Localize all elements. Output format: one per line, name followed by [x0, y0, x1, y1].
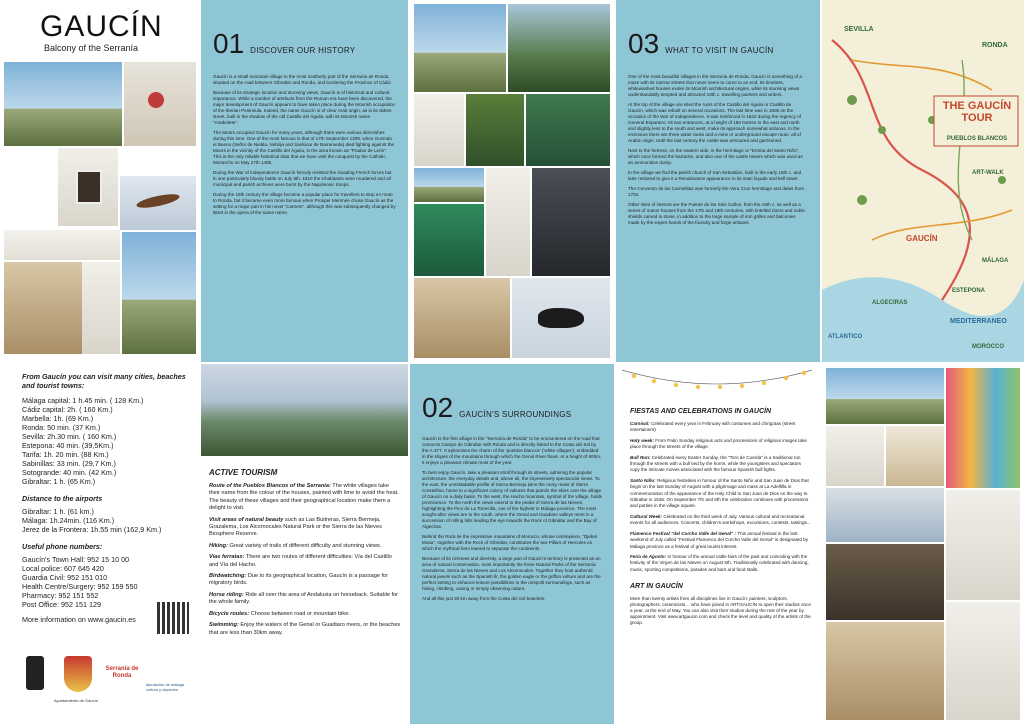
visit-paragraph: In the village we find the parish church of San Sebastián, built in the early 16th c. and later restored to give it a Renaissance appearance in its main façade and bell tower.: [628, 170, 802, 181]
photo-castle-view: [414, 4, 506, 92]
tourism-item-text: Enjoy the waters of the Genal or Guadiaro rivers, or the beaches that are less than 30km away.: [209, 622, 401, 636]
distance-item: Sotogrande: 40 min. (42 Km.): [22, 468, 117, 477]
photo-flowered-street: [946, 490, 1020, 600]
history-paragraph: During the War of Independence Gaucín fiercely resisted the invading French forces but in one particularly bloody battle on July 8th, 1810 the inhabitants were murdered and all municipal and parish archives were burnt by the Napoleonic troops.: [213, 170, 392, 187]
photo-village-mountain: [4, 62, 122, 146]
phone-item: Post Office: 952 151 129: [22, 600, 101, 609]
tourism-item-title: Route of the Pueblos Blancos of the Serranía:: [209, 483, 331, 489]
visit-paragraph: At the top of the village are sited the ruins of the Castillo del Águila or Castillo de Gaucín, which was rebuilt on several occasions. The last time was in 1808 on the occasion of the War of Independence. It was reinforced in 1842 during the regency of General Espartero. Its two entrances, at a height of 150 metres to the east and north and slightly less to the south and west, make its approach somewhat arduous. In the enclosure there are three water tanks and a mine or underground escape route, all of Arabic origin. Until the last century the castle was armoured and garrisoned.: [628, 102, 801, 143]
phone-item: Pharmacy: 952 151 552: [22, 591, 99, 600]
map-place-atlantico: ATLANTICO: [828, 334, 863, 340]
photo-white-window: [58, 148, 118, 226]
distance-item: Cádiz capital: 2h. ( 160 Km.): [22, 405, 113, 414]
tourism-item-text: Due to its geographical location, Gaucín is a passage for migratory birds.: [209, 573, 389, 587]
fiesta-item-text: Celebrated on the third week of July. Various cultural and recreational events for all audiences. Concerts, children's workshops, excursions, contests, tastings...: [630, 513, 811, 526]
photo-bell-tower: [414, 94, 464, 166]
fiesta-item: [630, 455, 812, 474]
surroundings-paragraph: Because of its richness and diversity, a large part of Gaucín's territory is protected as an area of natural conservation, most importantly the three Natural Parks of the Serranía: Grazalema, Sierra de las Nieves and Los Alcornocales. Together they host authentic natural jewels such as the Spanish fir, the golden eagle or the griffon vulture and are the perfect setting to enhance leisure possibilities in the unspoilt surroundings, such as hiking, climbing, caving or simply observing nature.: [422, 556, 601, 591]
surroundings-paragraph: To best enjoy Gaucín, take a pleasant stroll through its streets, admiring the popular architecture, the everyday details and, above all, the impressively spectacular views. To the east, the unmistakable profile of Sierra Bermeja joins the rocky mass of Sierra Crestellina, home to a significant colony of vultures that patrols the skies over the village of Gaucín on a daily basis. To the west, the Hacho mountain, symbol of the village, holds prominence. To the north the views extend to the peaks of Sierra de las Nieves, highlighting the Pico de La Torrecilla, one of the highest in Málaga province. The most sought-after views are to the south, where the Genal and Guadiaro valleys meet in a succession of rolling hills leading the eye towards the Rock of Gibraltar and the Bay of Algeciras.: [422, 470, 602, 529]
map-place-gaucin: GAUCÍN: [906, 234, 938, 243]
qr-code: [157, 602, 189, 634]
cover-subtitle: Balcony of the Serranía: [44, 43, 139, 53]
logo-caption-ayuntamiento: Ayuntamiento de Gaucín: [54, 698, 98, 703]
visit-paragraph: The Convento de las Carmelitas was formerly the Vera Cruz hermitage and dates from 1704.: [628, 186, 804, 197]
active-tourism-panel: [201, 364, 408, 724]
fiestas-heading: FIESTAS AND CELEBRATIONS IN GAUCÍN: [630, 408, 772, 415]
visit-panel: [616, 0, 820, 362]
airport-item: Jerez de la Frontera: 1h.55 min (162,9 Km.): [22, 525, 162, 534]
photo-white-street: [826, 426, 884, 486]
fiesta-item: [630, 554, 812, 573]
fiesta-item-title: Holy week:: [630, 437, 654, 443]
tourism-item-text: Ride all over this area of Andalusia on horseback. Suitable for the whole family.: [209, 591, 399, 606]
string-lights-decoration: [622, 364, 812, 396]
tourism-item: [209, 592, 401, 607]
map-illustration: [822, 0, 1024, 362]
photo-flower-balcony: [826, 488, 944, 542]
photo-green-door: [526, 94, 610, 166]
tourism-item: [209, 554, 401, 569]
photo-umbrella-street: [946, 368, 1020, 488]
art-text: More than twenty artists from all disciplines live in Gaucín: painters, sculptors, photographers, ceramicists… who have joined in ARTGAUCÍN to open their studios once a year, at the end of May. You can also visit their studios during the rest of the year by appointment. Visit www.artgaucin.com and check the level and quality of the artists of the group.: [630, 596, 811, 626]
map-tour-subtitle: PUEBLOS BLANCOS: [946, 136, 1008, 142]
photo-valley-panorama: [201, 364, 408, 456]
tourism-item-text: There are two routes of different difficulties: Vía del Castillo and Vía del Hacho.: [209, 554, 392, 568]
fiesta-item-text: Celebrated every year in February with costumes and chirigotas (street entertainers): [630, 421, 796, 433]
cover-title: GAUCÍN: [40, 10, 163, 43]
history-paragraph: During the 19th century the village became a popular place for travellers to stop en route to Ronda, but it became even more famous when Prosper Merimée chose Gaucín as the setting for a major part in his novel "Carmen", although this was subsequently changed by Bizet in the opera of the same name.: [213, 192, 396, 215]
phone-item: Gaucín's Town Hall: 952 15 10 00: [22, 555, 130, 564]
tourism-heading: ACTIVE TOURISM: [209, 468, 278, 477]
photo-village-hillside: [826, 368, 944, 424]
photo-donkey: [532, 168, 610, 276]
airports-list: [22, 507, 200, 534]
photo-horse-street: [82, 262, 120, 354]
logo-serrania: Serranía de Ronda: [105, 666, 139, 679]
fiesta-item-title: Carnival:: [630, 421, 650, 426]
tourism-item-title: Horse riding:: [209, 591, 244, 598]
airport-item: Gibraltar: 1 h. (61 km.): [22, 507, 94, 516]
photo-flower-pots-wall: [4, 230, 120, 260]
tourism-item-text: Great variety of trails of different difficulty and stunning views.: [229, 542, 382, 549]
fiesta-item-title: Cultural Week:: [630, 513, 663, 519]
phones-heading: Useful phone numbers:: [22, 542, 103, 551]
cover-panel: [0, 0, 200, 362]
logo-ayuntamiento: [26, 656, 44, 690]
tourism-item-text: The white villages take their name from the colour of the houses, painted with lime to avoid the heat. The beauty of these villages and their geographical location make them a delight to visit.: [209, 483, 399, 512]
visit-paragraph: One of the most beautiful villages in the Serranía de Ronda, Gaucín is something of a maze with its narrow streets that never seem to come to an end. Its timeless, whitewashed houses evoke its Moorish architectural origins, while its stunning views understandably tempted and attracted 19th c. travelling painters and writers.: [628, 74, 802, 97]
history-paragraph: Gaucín is a small mountain village in the most southerly part of the Serranía de Ronda, situated on the road between Gibraltar and Ronda, and bordering the Province of Cádiz.: [213, 74, 393, 85]
map-place-mediterraneo: MEDITERRANEO: [950, 318, 1007, 325]
fiesta-item: [630, 438, 812, 451]
fiesta-item-text: From Palm Sunday religious acts and processions of religious images take place through the streets of the village.: [630, 437, 807, 450]
photo-mountain-peak: [122, 232, 196, 354]
surroundings-panel: [410, 364, 614, 724]
tourism-item: [209, 543, 401, 550]
fiesta-item-title: Feria de Agosto:: [630, 553, 667, 559]
fiesta-item: [630, 421, 812, 434]
visit-number: 03: [628, 28, 660, 59]
photo-eagle: [120, 176, 196, 230]
distance-item: Ronda: 50 min. (37 Km.): [22, 423, 101, 432]
map-place-algeciras: ALGECIRAS: [872, 300, 908, 306]
distance-item: Estepona: 40 min. (39,5Km.): [22, 441, 114, 450]
fiesta-item-title: Santo Niño:: [630, 477, 656, 483]
tourism-list: [209, 483, 401, 637]
distance-item: Sabinillas: 33 min. (29,7 Km.): [22, 459, 116, 468]
distances-heading: From Gaucín you can visit many cities, beaches and tourist towns:: [22, 372, 186, 390]
tourism-item: [209, 622, 401, 637]
history-heading: DISCOVER OUR HISTORY: [250, 46, 356, 55]
map-place-sevilla: SEVILLA: [844, 26, 874, 33]
tourism-item: [209, 611, 401, 618]
map-place-morocco: MOROCCO: [972, 344, 1004, 350]
history-paragraph: The Moors occupied Gaucín for many years, although there were various skirmishes during this time. One of the most famous is that of 17th September 1309, when Guzmán el Bueno (Señor de Niebla, Nebrija and Sanlúcar de Barrameda) died fighting against the Moors in the vicinity of the Castillo del Águila, in the area known as "Prados de León". This is the only reliable historical data that we have until the conquest by the Catholic Monarchs on May 27th 1485.: [213, 130, 395, 165]
map-place-ronda: RONDA: [982, 42, 1008, 49]
fiesta-item-title: Flamenco Festival "del Corcho Valle del Genal" :: [630, 530, 737, 536]
distance-item: Gibraltar: 1 h. (65 Km.): [22, 477, 96, 486]
tourism-item-title: Visit areas of natural beauty: [209, 516, 284, 523]
tourism-item-title: Birdwatching:: [209, 573, 247, 580]
phones-list: [22, 555, 200, 609]
fiesta-item-text: Celebrated every Easter Sunday, the "Toro de Cuerda" is a traditional run through the streets with a bull tied by the horns, while the youngsters and spectators copy the intricate moves associated with the famous Spanish bull fights.: [630, 454, 802, 473]
surroundings-paragraph: Behind the Rock lie the impressive mountains of Morocco, whose centrepiece, "Djebel Musa", together with the Rock of Gibraltar, constitutes the two Pillars of Hercules on which the mythical hero leaned to separate the continents.: [422, 534, 598, 551]
tourism-item-title: Vías ferratas:: [209, 554, 245, 561]
history-paragraph: Because of its strategic location and stunning views, Gaucín is of historical and cultural importance. While a number of artefacts from the Roman era have been discovered, the major development of Gaucín appears to have taken place during the Moorish occupation of the Iberian Peninsula. Indeed, the name Gaucín is of clear Arab origin, as is its oldest street, built in the shadow of the old Castillo del Águila, with its Moorish name "Anabolete".: [213, 90, 396, 125]
visit-paragraph: Other sites of interest are the Fuente de los Seis Caños, from the 16th c. as well as a series of manor houses from the 17th and 18th centuries, with lintelled doors and noble shields carved in stone, in addition to the large sample of iron grilles and balconies made by the expert hands of the foundry and forge artisans.: [628, 202, 805, 225]
photo-church-interior: [886, 426, 944, 486]
distances-panel: [0, 364, 200, 724]
visit-heading: WHAT TO VISIT IN GAUCÍN: [665, 46, 774, 55]
photo-bull-statue: [512, 278, 610, 358]
history-number: 01: [213, 28, 245, 59]
fiesta-item: [630, 514, 812, 527]
photo-street-plants: [414, 278, 510, 358]
surroundings-heading: GAUCÍN'S SURROUNDINGS: [459, 410, 572, 419]
airport-item: Málaga: 1h.24min. (116 Km.): [22, 516, 115, 525]
map-place-malaga: MÁLAGA: [982, 258, 1009, 264]
photo-coast-view: [414, 168, 484, 202]
map-place-artwalk: ART-WALK: [972, 170, 1004, 176]
surroundings-number: 02: [422, 392, 454, 423]
fiesta-item-text: In honour of the annual cattle fairs of the past and coinciding with the festivity of the Virgen de las Nieves on August 5th. Traditionally celebrated with dancing, music, sporting competitions, parades and bars and food stalls.: [630, 553, 809, 572]
tourism-item: [209, 483, 401, 513]
fiesta-item-title: Bull Run:: [630, 454, 651, 460]
fiesta-item: [630, 478, 812, 510]
photo-artwork: [826, 622, 944, 720]
photo-church-facade: [4, 262, 82, 354]
photo-wall-ornament: [486, 168, 530, 276]
tourism-item-text: Choose between road or mountain bike.: [250, 610, 350, 617]
photo-pine-valley: [508, 4, 610, 92]
tourism-item-text: such as Las Buitreras, Sierra Bermeja, Grazalema, Los Alcornocales Natural Park or the Sierra de las Nieves Biosphere Reserve.: [209, 516, 382, 538]
photo-flower-doorway: [124, 62, 196, 146]
photo-collage-panel: [410, 0, 614, 362]
fiesta-item-text: Religious festivities in honour of the Santo Niño and San Juan de Dios that begin on the last Sunday of August with a pilgrimage and mass at La Adelfilla in commemoration of the appearance of the Holy Child to San Juan de Dios on the way to Gibraltar in 1536. On September 7th and 8th the celebration continues with processions and parties in the village square.: [630, 477, 809, 509]
more-info-link[interactable]: More information on www.gaucin.es: [22, 615, 136, 624]
art-heading: ART IN GAUCÍN: [630, 583, 683, 591]
fiestas-photo-panel: [822, 364, 1024, 724]
phone-item: Guardia Civil: 952 151 010: [22, 573, 108, 582]
distance-item: Málaga capital: 1 h.45 min. ( 128 Km.): [22, 396, 144, 405]
airports-heading: Distance to the airports: [22, 494, 103, 503]
surroundings-paragraph: And all this just 30 km away from the Costa del Sol beaches.: [422, 596, 546, 601]
map-tour-title: THE GAUCÍN TOUR: [942, 100, 1012, 124]
distance-item: Marbella: 1h. (69 Km.): [22, 414, 94, 423]
fiestas-list: [630, 421, 812, 573]
visit-paragraph: Next to the fortress, on the eastern side, is the hermitage or "Ermita del Santo Niño", which once formed the barracks, and also one of the castle towers which was used as an ammunition dump.: [628, 148, 803, 165]
logo-coat-of-arms: [64, 656, 92, 692]
distance-item: Tarifa: 1h. 20 min. (88 Km.): [22, 450, 109, 459]
distances-list: [22, 396, 200, 486]
fiesta-item-text: This annual festival in the last weekend of July called "Festival Flamenco del Corcho Valle del Genal" is designated by Málaga province as a festival of great tourist interest.: [630, 530, 809, 549]
photo-festival-crowd: [826, 544, 944, 620]
logo-diputacion: diputación de málaga cultura y deportes: [146, 682, 185, 692]
history-panel: [201, 0, 408, 362]
photo-bull-run: [946, 602, 1020, 720]
map-place-estepona: ESTEPONA: [952, 288, 986, 294]
fiestas-panel: [616, 364, 820, 724]
tourism-item-title: Bicycle routes:: [209, 610, 250, 617]
surroundings-paragraph: Gaucín is the first village in the "Serranía de Ronda" to be encountered on the road that connects Campo de Gibraltar with Ronda and is directly linked to the Costa del Sol by the A-377. It epitomises the charm of the 'pueblos blancos' ('white villages'), embedded in the slopes of the mountains through which the Genal River flows. At a height of 600m, it enjoys a pleasant climate most of the year.: [422, 436, 602, 465]
distance-item: Sevilla: 2h.30 min. ( 160 Km.): [22, 432, 117, 441]
tourism-item-title: Hiking:: [209, 542, 228, 549]
tourism-item: [209, 517, 401, 539]
photo-green-door-2: [414, 204, 484, 276]
tourism-item-title: Swimming:: [209, 622, 239, 629]
phone-item: Local police: 607 645 420: [22, 564, 104, 573]
phone-item: Health Centre/Surgery: 952 159 550: [22, 582, 138, 591]
tour-map-panel: [822, 0, 1024, 362]
tourism-item: [209, 573, 401, 588]
fiesta-item: [630, 531, 812, 550]
photo-plants-wall: [466, 94, 524, 166]
